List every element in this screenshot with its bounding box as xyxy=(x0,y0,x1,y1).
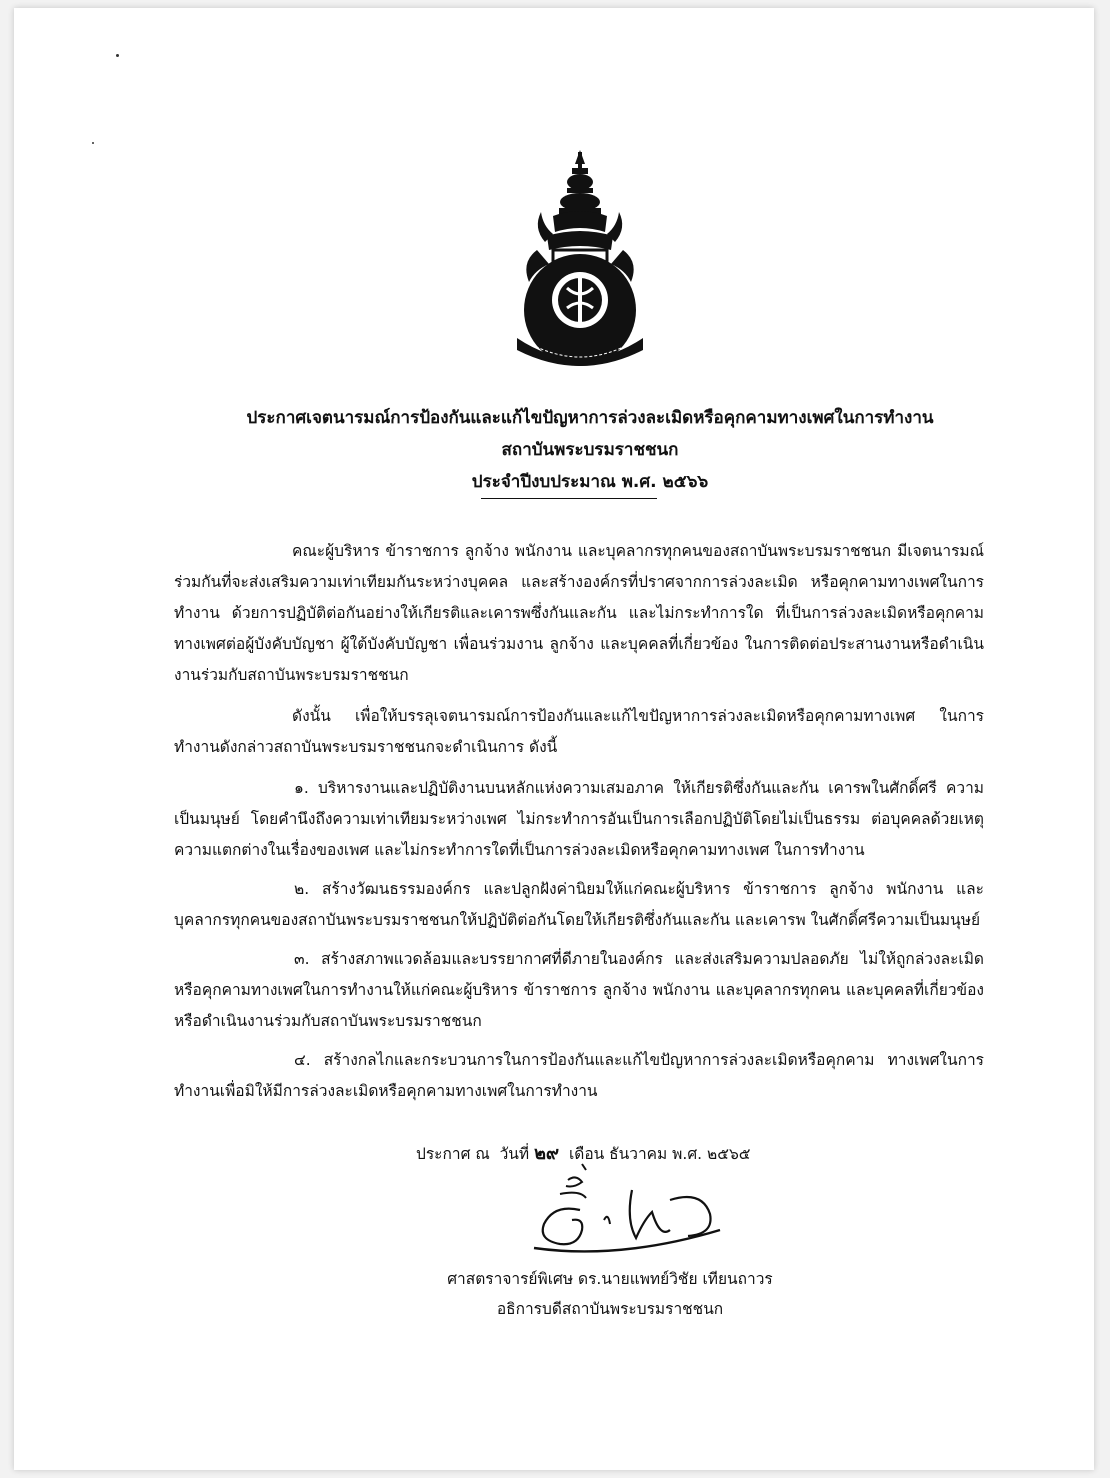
title-line-3: ประจำปีงบประมาณ พ.ศ. ๒๕๖๖ xyxy=(471,472,709,492)
day-value: ๒๙ xyxy=(534,1143,560,1164)
handwritten-signature-icon xyxy=(520,1160,730,1260)
title-line-1: ประกาศเจตนารมณ์การป้องกันและแก้ไขปัญหาการล่วงละเมิดหรือคุกคามทางเพศในการทำงาน xyxy=(246,408,934,428)
announced-label: ประกาศ ณ xyxy=(416,1145,490,1163)
list-item-1: ๑. บริหารงานและปฏิบัติงานบนหลักแห่งความเสมอภาค ให้เกียรติซึ่งกันและกัน เคารพในศักดิ์ศรี ความเป็นมนุษย์ โดยคำนึงถึงความเท่าเทียมระหว่างเพศ ไม่กระทำการอันเป็นการเลือกปฏิบัติโดยไม่เป็นธรรม ต่อบุคคลด้วยเหตุความแตกต่างในเรื่องของเพศ และไม่กระทำการใดที่เป็นการล่วงละเมิดหรือคุกคามทางเพศ ในการทำงาน xyxy=(174,779,984,859)
intro-paragraph: คณะผู้บริหาร ข้าราชการ ลูกจ้าง พนักงาน และบุคลากรทุกคนของสถาบันพระบรมราชชนก มีเจตนารมณ์ร่วมกันที่จะส่งเสริมความเท่าเทียมกันระหว่างบุคคล และสร้างองค์กรที่ปราศจากการล่วงละเมิด หรือคุกคามทางเพศในการทำงาน ด้วยการปฏิบัติต่อกันอย่างให้เกียรติและเคารพซึ่งกันและกัน และไม่กระทำการใด ที่เป็นการล่วงละเมิดหรือคุกคามทางเพศต่อผู้บังคับบัญชา ผู้ใต้บังคับบัญชา เพื่อนร่วมงาน ลูกจ้าง และบุคคลที่เกี่ยวข้อง ในการติดต่อประสานงานหรือดำเนินงานร่วมกับสถาบันพระบรมราชชนก xyxy=(174,542,984,684)
list-item-4: ๔. สร้างกลไกและกระบวนการในการป้องกันและแก้ไขปัญหาการล่วงละเมิดหรือคุกคาม ทางเพศในการทำงานเพื่อมิให้มีการล่วงละเมิดหรือคุกคามทางเพศในการทำงาน xyxy=(174,1051,984,1100)
scan-speck xyxy=(116,54,119,57)
list-item-2: ๒. สร้างวัฒนธรรมองค์กร และปลูกฝังค่านิยมให้แก่คณะผู้บริหาร ข้าราชการ ลูกจ้าง พนักงาน และบุคลากรทุกคนของสถาบันพระบรมราชชนกให้ปฏิบัติต่อกันโดยให้เกียรติซึ่งกันและกัน และเคารพ ในศักดิ์ศรีความเป็นมนุษย์ xyxy=(174,880,984,929)
year-value: พ.ศ. ๒๕๖๕ xyxy=(672,1145,751,1163)
signer-name: ศาสตราจารย์พิเศษ ดร.นายแพทย์วิชัย เทียนถาวร xyxy=(447,1270,773,1288)
title-divider xyxy=(481,498,657,499)
announcement-body xyxy=(174,536,984,1115)
month-label: เดือน ธันวาคม xyxy=(568,1145,668,1163)
title-line-2: สถาบันพระบรมราชชนก xyxy=(501,440,679,460)
institute-emblem-icon xyxy=(515,150,645,372)
scan-speck xyxy=(92,142,94,144)
purpose-paragraph: ดังนั้น เพื่อให้บรรลุเจตนารมณ์การป้องกันและแก้ไขปัญหาการล่วงละเมิดหรือคุกคามทางเพศ ในการทำงานดังกล่าวสถาบันพระบรมราชชนกจะดำเนินการ ดังนี้ xyxy=(174,707,984,756)
signer-title: อธิการบดีสถาบันพระบรมราชชนก xyxy=(496,1300,724,1318)
day-label: วันที่ xyxy=(499,1145,530,1163)
list-item-3: ๓. สร้างสภาพแวดล้อมและบรรยากาศที่ดีภายในองค์กร และส่งเสริมความปลอดภัย ไม่ให้ถูกล่วงละเมิดหรือคุกคามทางเพศในการทำงานให้แก่คณะผู้บริหาร ข้าราชการ ลูกจ้าง พนักงาน และบุคลากรทุกคน และบุคคลที่เกี่ยวข้องหรือดำเนินงานร่วมกับสถาบันพระบรมราชชนก xyxy=(174,950,984,1030)
announcement-title xyxy=(150,402,1030,498)
